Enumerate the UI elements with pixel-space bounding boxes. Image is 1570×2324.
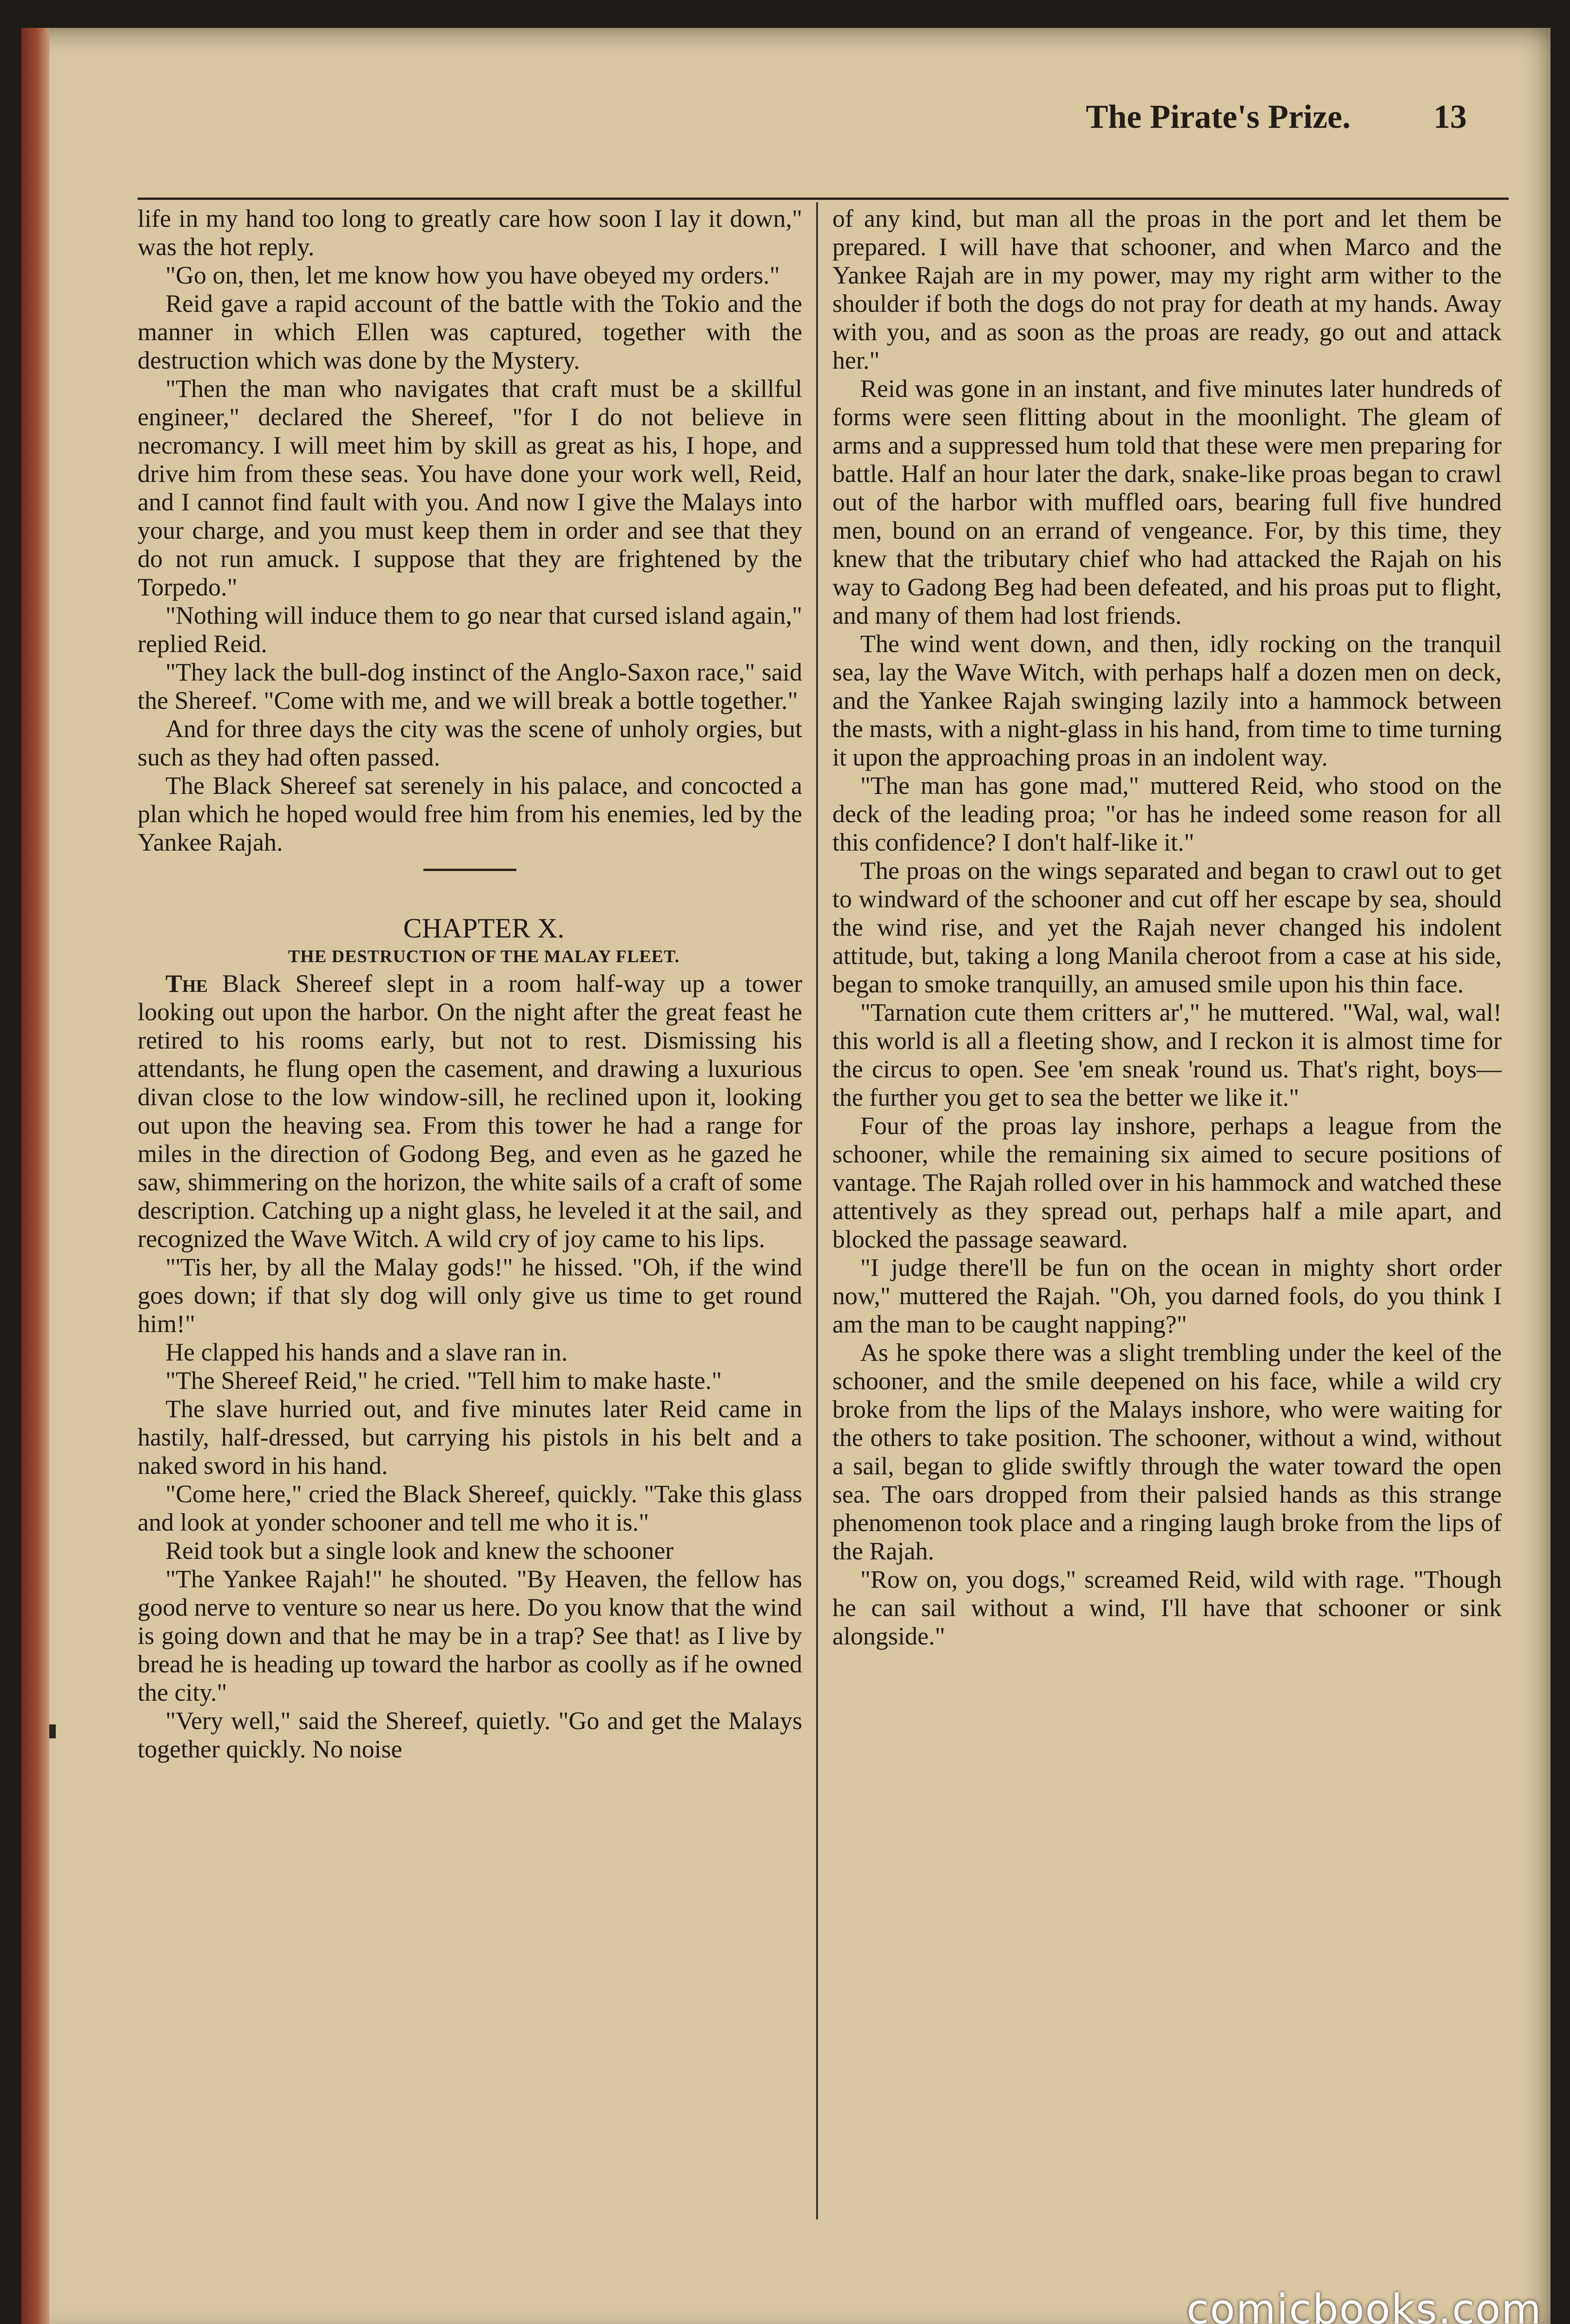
paragraph: "The Yankee Rajah!" he shouted. "By Heaven, the fellow has good nerve to venture so near us here. Do you know that the wind is going down and that he may be in a trap? See that! as I live by bread he is heading up toward the harbor as coolly as if he owned the city.": [138, 1565, 802, 1706]
column-rule: [816, 202, 818, 2219]
paragraph: of any kind, but man all the proas in the port and let them be prepared. I will have that schooner, and when Marco and the Yankee Rajah are in my power, may my right arm wither to the shoulder if both the dogs do not pray for death at my hands. Away with you, and as soon as the proas are ready, go out and attack her.": [832, 205, 1502, 374]
paragraph: The wind went down, and then, idly rocking on the tranquil sea, lay the Wave Witch, with perhaps half a dozen men on deck, and the Yankee Rajah swinging lazily into a hammock between the masts, with a night-glass in his hand, from time to time turning it upon the approaching proas in an indolent way.: [832, 630, 1502, 771]
left-column: [138, 205, 802, 2222]
paragraph: As he spoke there was a slight trembling under the keel of the schooner, and the smile deepened on his face, while a wild cry broke from the lips of the Malays inshore, who were waiting for the others to take position. The schooner, without a wind, without a sail, began to glide swiftly through the water toward the open sea. The oars dropped from their palsied hands as this strange phenomenon took place and a ringing laugh broke from the lips of the Rajah.: [832, 1339, 1502, 1565]
chapter-first-word: The: [165, 970, 208, 997]
paragraph: Reid was gone in an instant, and five minutes later hundreds of forms were seen flitting about in the moonlight. The gleam of arms and a suppressed hum told that these were men preparing for battle. Half an hour later the dark, snake-like proas began to crawl out of the harbor with muffled oars, bearing full five hundred men, bound on an errand of vengeance. For, by this time, they knew that the tributary chief who had attacked the Rajah on his way to Gadong Beg had been defeated, and his proas put to flight, and many of them had lost friends.: [832, 375, 1502, 629]
paragraph-text: Black Shereef slept in a room half-way up a tower looking out upon the harbor. On the night after the great feast he retired to his rooms early, but not to rest. Dismissing his attendants, he flung open the casement, and drawing a luxurious divan close to the low window-sill, he reclined upon it, looking out upon the heaving sea. From this tower he had a range for miles in the direction of Godong Beg, and even as he gazed he saw, shimmering on the horizon, the white sails of a craft of some description. Catching up a night glass, he leveled it at the sail, and recognized the Wave Witch. A wild cry of joy came to his lips.: [138, 970, 802, 1253]
paragraph: "Tarnation cute them critters ar'," he muttered. "Wal, wal, wal! this world is all a fleeting show, and I reckon it is almost time for the circus to open. See 'em sneak 'round us. That's right, boys—the further you get to sea the better we like it.": [832, 998, 1502, 1111]
paragraph: "Row on, you dogs," screamed Reid, wild with rage. "Though he can sail without a wind, I'll have that schooner or sink alongside.": [832, 1565, 1502, 1650]
paragraph: He clapped his hands and a slave ran in.: [165, 1338, 568, 1366]
chapter-opening-paragraph: [138, 970, 802, 1253]
paragraph: Four of the proas lay inshore, perhaps a league from the schooner, while the remaining six aimed to secure positions of vantage. The Rajah rolled over in his hammock and watched these attentively as they spread out, perhaps half a mile apart, and blocked the passage seaward.: [832, 1112, 1502, 1253]
paragraph: "Come here," cried the Black Shereef, quickly. "Take this glass and look at yonder schooner and tell me who it is.": [138, 1480, 802, 1536]
paragraph: The slave hurried out, and five minutes later Reid came in hastily, half-dressed, but carrying his pistols in his belt and a naked sword in his hand.: [138, 1395, 802, 1479]
paragraph: The Black Shereef sat serenely in his palace, and concocted a plan which he hoped would free him from his enemies, led by the Yankee Rajah.: [138, 772, 802, 856]
running-header: [21, 98, 1499, 163]
paragraph: life in my hand too long to greatly care how soon I lay it down," was the hot reply.: [138, 205, 802, 261]
binding-mark: [49, 1724, 56, 1738]
paragraph: Reid took but a single look and knew the schooner: [165, 1537, 674, 1565]
paragraph: "Nothing will induce them to go near that cursed island again," replied Reid.: [138, 601, 802, 658]
section-divider: [423, 869, 516, 871]
page-number: 13: [1433, 98, 1467, 135]
magazine-page: [21, 28, 1550, 2324]
paragraph: "I judge there'll be fun on the ocean in mighty short order now," muttered the Rajah. "Oh, you darned fools, do you think I am the man to be caught napping?": [832, 1254, 1502, 1338]
header-rule: [138, 198, 1509, 200]
right-column: [832, 205, 1502, 2222]
chapter-subtitle: THE DESTRUCTION OF THE MALAY FLEET.: [288, 947, 680, 966]
paragraph: And for three days the city was the scene of unholy orgies, but such as they had often passed.: [138, 715, 802, 771]
paragraph: Reid gave a rapid account of the battle with the Tokio and the manner in which Ellen was captured, together with the destruction which was done by the Mystery.: [138, 290, 802, 374]
running-title: The Pirate's Prize.: [1086, 98, 1351, 135]
chapter-title: CHAPTER X.: [403, 913, 565, 944]
paragraph: "Go on, then, let me know how you have obeyed my orders.": [165, 261, 780, 289]
paragraph: The proas on the wings separated and began to crawl out to get to windward of the schooner and cut off her escape by sea, should the wind rise, and yet the Rajah never changed his indolent attitude, but, taking a long Manila cheroot from a case at his side, began to smoke tranquilly, an amused smile upon his thin face.: [832, 857, 1502, 998]
paragraph: "They lack the bull-dog instinct of the Anglo-Saxon race," said the Shereef. "Come with me, and we will break a bottle together.": [138, 658, 802, 714]
paragraph: "The man has gone mad," muttered Reid, who stood on the deck of the leading proa; "or has he indeed some reason for all this confidence? I don't half-like it.": [832, 772, 1502, 856]
paragraph: "'Tis her, by all the Malay gods!" he hissed. "Oh, if the wind goes down; if that sly dog will only give us time to get round him!": [138, 1253, 802, 1338]
site-watermark: comicbooks.com: [1186, 2285, 1542, 2324]
paragraph: "Very well," said the Shereef, quietly. "Go and get the Malays together quickly. No noise: [138, 1707, 802, 1763]
page-spine: [21, 28, 49, 2324]
paragraph: "The Shereef Reid," he cried. "Tell him to make haste.": [165, 1367, 722, 1394]
paragraph: "Then the man who navigates that craft must be a skillful engineer," declared the Shereef, "for I do not believe in necromancy. I will meet him by skill as great as his, I hope, and drive him from these seas. You have done your work well, Reid, and I cannot find fault with you. And now I give the Malays into your charge, and you must keep them in order and see that they do not run amuck. I suppose that they are frightened by the Torpedo.": [138, 375, 802, 601]
